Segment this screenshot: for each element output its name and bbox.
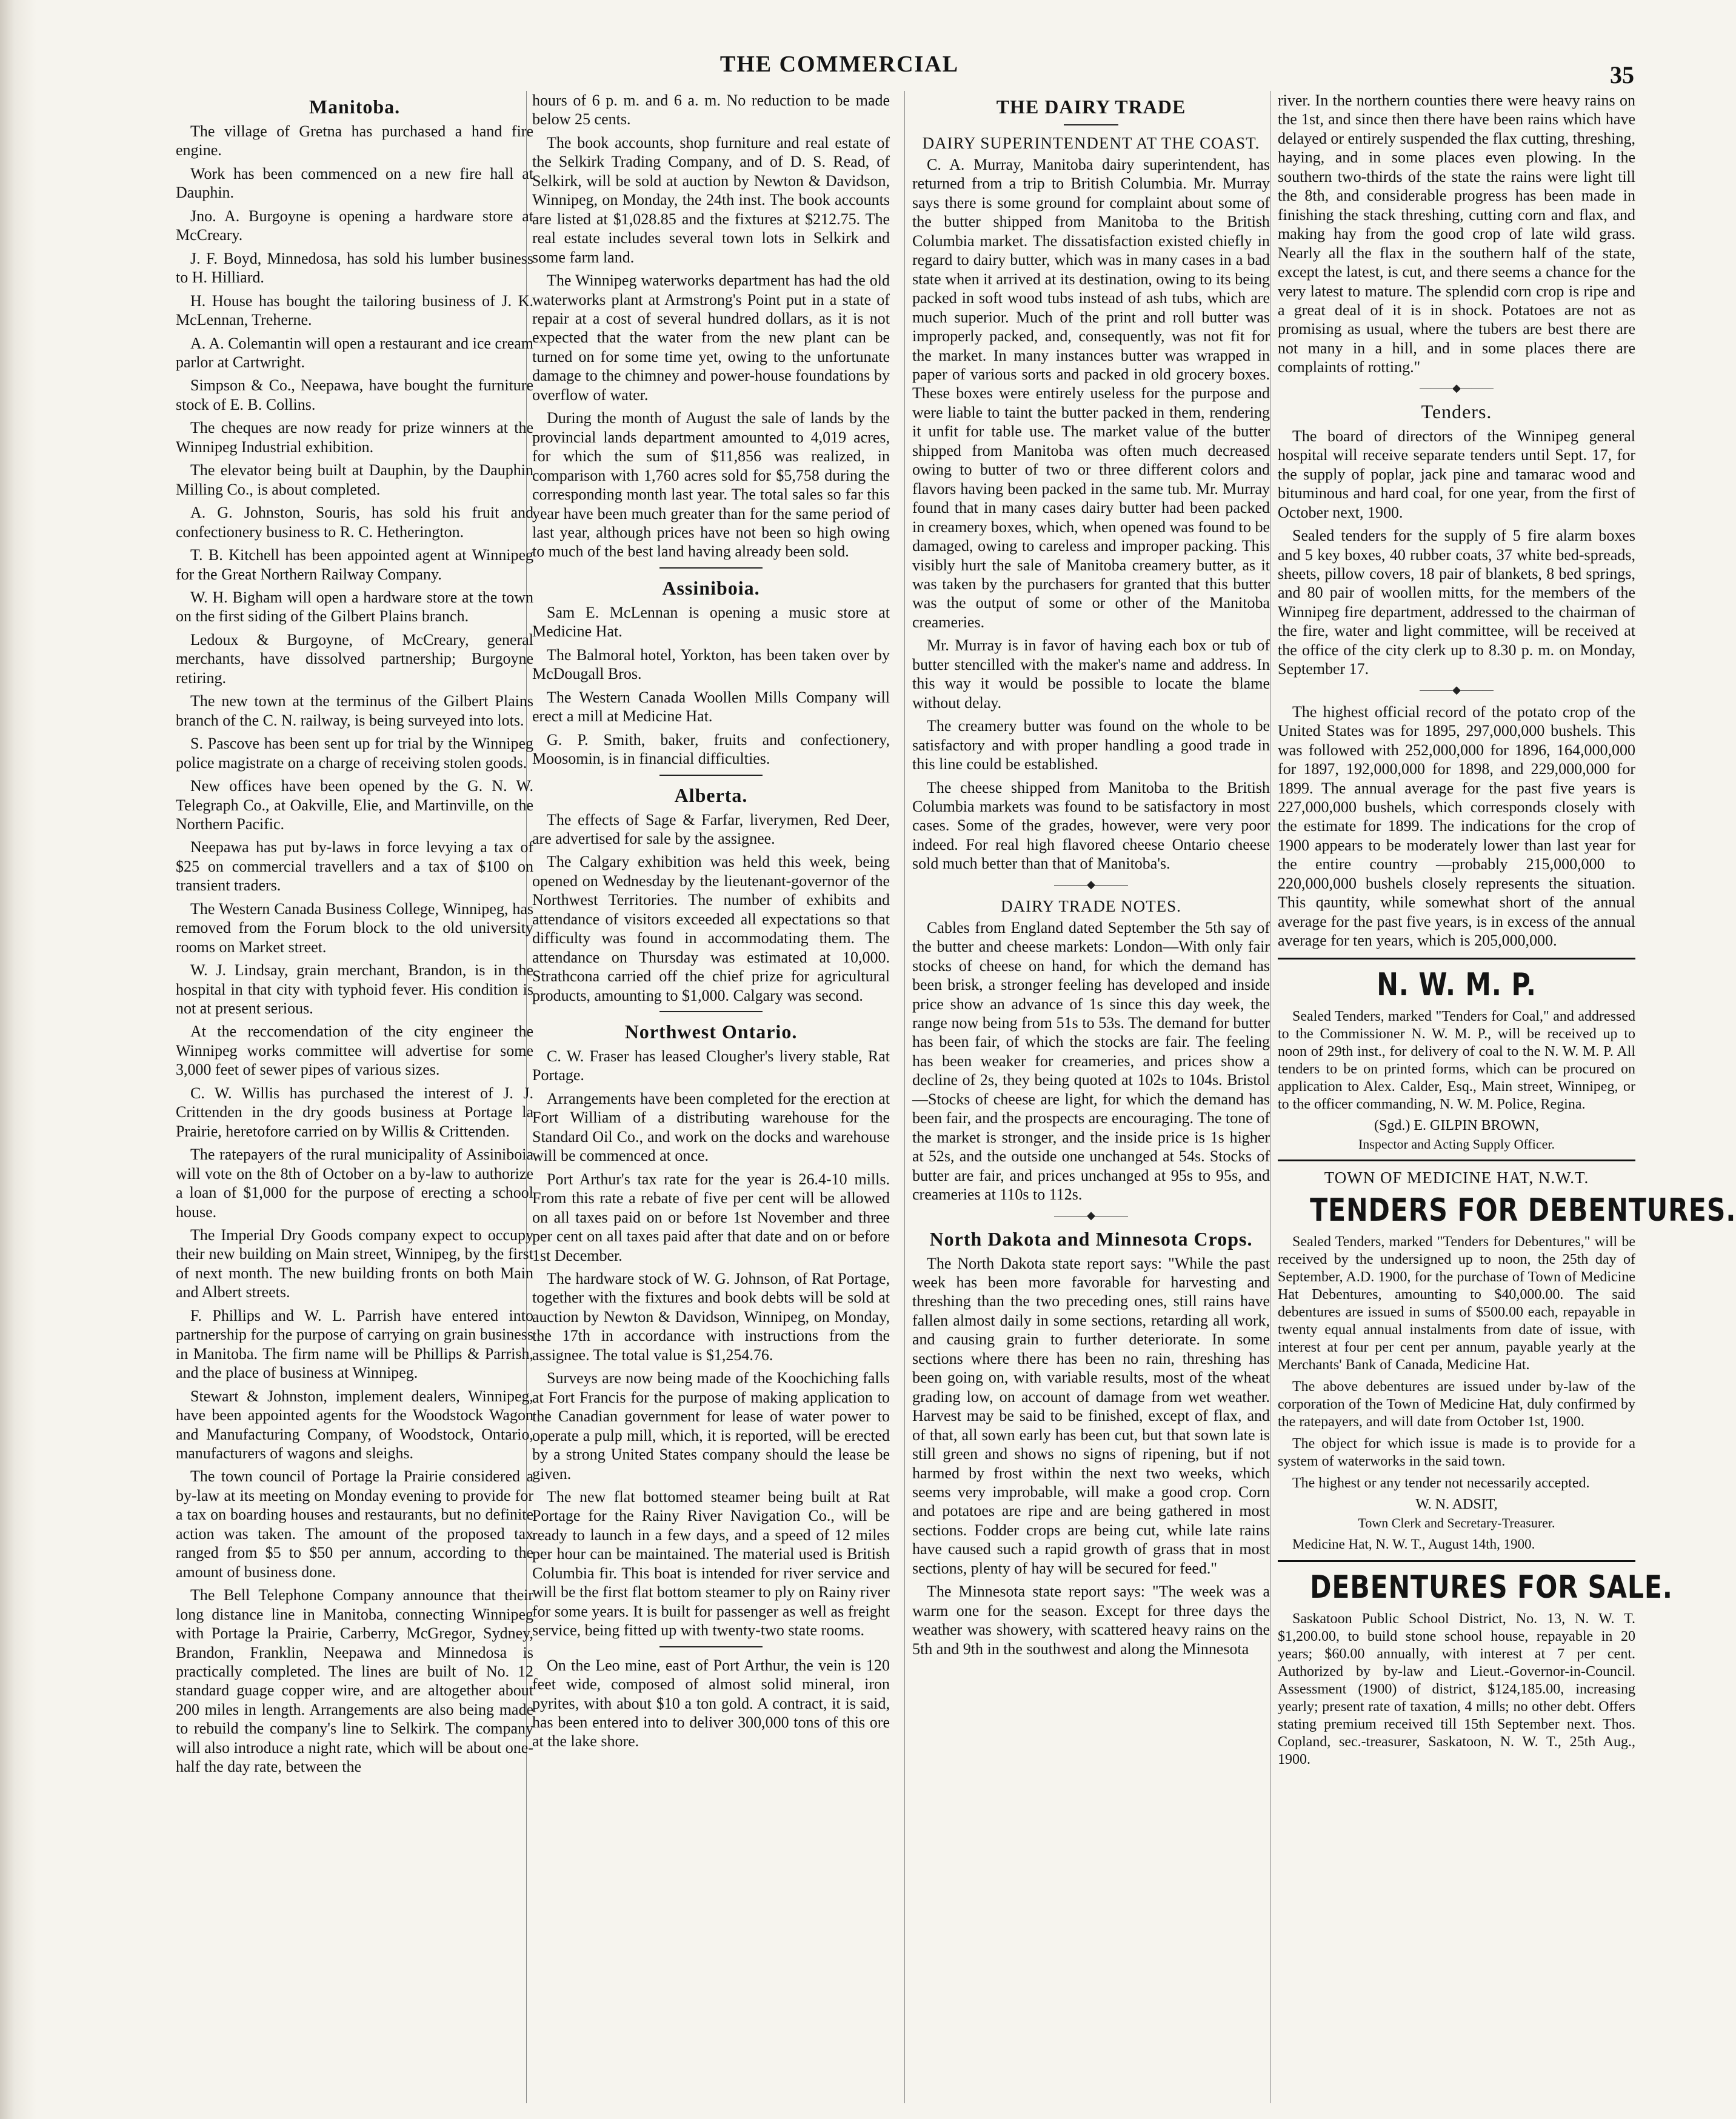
ad-border — [1278, 1560, 1635, 1562]
section-divider — [659, 1011, 763, 1012]
manitoba-items — [176, 122, 533, 1777]
ad-signature-title: Inspector and Acting Supply Officer. — [1358, 1136, 1555, 1152]
section-heading-assiniboia: Assiniboia. — [662, 576, 760, 599]
ornament-divider: ———◆——— — [1054, 1209, 1128, 1221]
column-3 — [912, 91, 1270, 2103]
ad-text: Saskatoon Public School District, No. 13, N. W. T. $1,200.00, to build stone school house, repayable in 20 years; $60.00 annually, with interest at 7 per cent. Authorized by by-law and Lieut.-Governor-in-Council. Assessment (1900) of district, $124,185.00, increasing yearly; present rate of taxation, 4 mills; no other debt. Offers stating premium received till 15th September next. Thos. Copland, sec.-treasurer, Saskatoon, N. W. T., 25th Aug., 1900. — [1278, 1611, 1635, 1768]
news-item: The Imperial Dry Goods company expect to occupy their new building on Main street, Winnipeg, by the first of next month. The new building fronts on both Main and Albert streets. — [176, 1226, 533, 1301]
ad-heading-tenders-debentures: TENDERS FOR DEBENTURES. — [1310, 1192, 1736, 1229]
news-item: F. Phillips and W. L. Parrish have entered into partnership for the purpose of carrying on grain business in Manitoba. The firm name will be Phillips & Parrish, and the place of business at Winnipeg. — [176, 1306, 533, 1382]
news-item: The creamery butter was found on the whole to be satisfactory and with proper handling a good trade in this line could be established. — [912, 717, 1270, 773]
news-item: At the reccomendation of the city engineer the Winnipeg works committee will advertise for some 3,000 feet of sewer pipes of various sizes. — [176, 1023, 533, 1079]
ad-signature-title: Town Clerk and Secretary-Treasurer. — [1358, 1515, 1555, 1531]
news-item: C. W. Fraser has leased Clougher's livery stable, Rat Portage. — [532, 1047, 890, 1084]
news-item: The Minnesota state report says: "The week was a warm one for the season. Except for three days the weather was showery, with scattered heavy rains on the 5th and 9th in the southwest and along the Minnesota — [912, 1583, 1270, 1658]
news-item: Port Arthur's tax rate for the year is 26.4-10 mills. From this rate a rebate of five per cent will be allowed on all taxes paid on or before 1st November and three per cent on all taxes paid after that date and on or before 1st December. — [532, 1170, 890, 1264]
news-item: J. F. Boyd, Minnedosa, has sold his lumber business to H. Hilliard. — [176, 249, 533, 287]
news-item: river. In the northern counties there were heavy rains on the 1st, and since then there have been rains which have delayed or entirely suspended the flax cutting, threshing, haying, and in some places even plowing. In the southern two-thirds of the state the rains were light till the 8th, and considerable progress has been made in finishing the stack threshing, cutting corn and flax, and making hay from the good crop of late wild grass. Nearly all the flax in the southern half of the state, except the latest, is cut, and there seems a chance for the very latest to mature. The splendid corn crop is ripe and a great deal of it is in shock. Potatoes are not as promising as usual, where the tubers are best there are not many in a hill, and in some places there are complaints of rotting." — [1278, 92, 1635, 376]
news-item: A. G. Johnston, Souris, has sold his fruit and confectionery business to R. C. Hetherington. — [176, 504, 533, 541]
news-item: The Balmoral hotel, Yorkton, has been taken over by McDougall Bros. — [532, 646, 890, 683]
section-heading-dairy-trade: THE DAIRY TRADE — [996, 96, 1186, 118]
section-divider — [659, 775, 763, 776]
news-item: Mr. Murray is in favor of having each box or tub of butter stencilled with the maker's name and address. In this way it would be possible to locate the blame without delay. — [912, 636, 1270, 712]
section-heading-manitoba: Manitoba. — [309, 96, 401, 118]
news-item: W. H. Bigham will open a hardware store at the town on the first siding of the Gilbert Plains branch. — [176, 588, 533, 626]
news-item: The effects of Sage & Farfar, liverymen, Red Deer, are advertised for sale by the assignee. — [532, 810, 890, 847]
news-item: T. B. Kitchell has been appointed agent at Winnipeg for the Great Northern Railway Company. — [176, 546, 533, 583]
ad-text: The highest or any tender not necessarily accepted. — [1292, 1475, 1590, 1492]
column-4 — [1278, 91, 1736, 2103]
section-divider — [659, 567, 763, 569]
news-item: The village of Gretna has purchased a hand fire engine. — [176, 122, 533, 159]
section-heading-tenders: Tenders. — [1421, 400, 1492, 422]
section-divider — [1064, 124, 1118, 125]
news-item: The Winnipeg waterworks department has had the old waterworks plant at Armstrong's Point put in a state of repair at a cost of several hundred dollars, as it is not expected that the water from the new plant can be turned on for some time yet, owing to the unfortunate damage to the chimney and power-house foundations by overflow of water. — [532, 272, 890, 404]
ad-town-line: TOWN OF MEDICINE HAT, N.W.T. — [1324, 1168, 1589, 1187]
news-item: The Western Canada Business College, Winnipeg, has removed from the Forum block to the old university rooms on Market street. — [176, 899, 533, 956]
ad-border — [1278, 958, 1635, 959]
news-item: The ratepayers of the rural municipality of Assiniboia will vote on the 8th of October on a by-law to authorize a loan of $1,000 for the purpose of erecting a school house. — [176, 1146, 533, 1221]
news-item: Sam E. McLennan is opening a music store at Medicine Hat. — [532, 603, 890, 641]
column-rule — [1270, 91, 1271, 2103]
ad-signature: (Sgd.) E. GILPIN BROWN, — [1374, 1117, 1539, 1133]
news-item: The hardware stock of W. G. Johnson, of Rat Portage, together with the fixtures and book debts will be sold at auction by Newton & Davidson, Winnipeg, on Monday, the 17th in accordance with instructions from the assignee. The total value is $1,254.76. — [532, 1270, 890, 1364]
news-item: New offices have been opened by the G. N. W. Telegraph Co., at Oakville, Elie, and Martinville, on the Northern Pacific. — [176, 777, 533, 833]
news-item: The Western Canada Woollen Mills Company will erect a mill at Medicine Hat. — [532, 688, 890, 726]
news-item: The North Dakota state report says: "While the past week has been more favorable for harvesting and threshing than the two preceding ones, still rains have fallen almost daily in some sections, retarding all work, and causing grain to further deteriorate. In some sections where there has been no rain, threshing has been going on, with variable results, most of the wheat grading low, on account of damage from wet weather. Harvest may be said to be finished, except of flax, and of that, all sown early has been cut, but that sown late is still green and shows no signs of ripening, but if not harmed by frost within the next two weeks, which seems very improbable, will make a good crop. Corn and potatoes are ripe and are being gathered in most sections. Fodder crops are being cut, while late rains have caused such a rapid growth of grass that in most sections, plenty of hay will be secured for feed." — [912, 1254, 1270, 1577]
ad-text: Sealed Tenders, marked "Tenders for Debentures," will be received by the undersigned up to noon, the 25th day of September, A.D. 1900, for the purchase of Town of Medicine Hat Debentures, amounting to $40,000.00. The said debentures are issued in sums of $500.00 each, repayable in twenty equal annual instalments from date of issue, with interest at four per cent per annum, payable yearly at the Merchants' Bank of Canada, Medicine Hat. — [1278, 1233, 1635, 1373]
news-item: The Bell Telephone Company announce that their long distance line in Manitoba, connecting Winnipeg with Portage la Prairie, Carberry, McGregor, Sydney, Brandon, Franklin, Neepawa and Minnedosa is practically completed. The lines are built of No. 12 standard guage copper wire, and are altogether about 200 miles in length. Arrangements are also being made to rebuild the company's line to Selkirk. The company will also introduce a night rate, which will be about one-half the day rate, between the — [176, 1586, 533, 1776]
masthead — [0, 0, 1679, 88]
ad-border — [1278, 1160, 1635, 1161]
column-1 — [176, 91, 533, 2103]
news-item: S. Pascove has been sent up for trial by the Winnipeg police magistrate on a charge of receiving stolen goods. — [176, 735, 533, 772]
news-item: Ledoux & Burgoyne, of McCreary, general merchants, have dissolved partnership; Burgoyne retiring. — [176, 630, 533, 687]
news-item: Cables from England dated September the 5th say of the butter and cheese markets: London—With only fair stocks of cheese on hand, for which the demand has been brisk, a stronger feeling has developed and inside price show an advance of 1s since this day week, the range now being from 51s to 53s. The demand for butter has been fair, of which the stocks are fair. The feeling has been weaker for creameries, and prices show a decline of 2s, they being quoted at 102s to 104s. Bristol—Stocks of cheese are light, for which the demand has been fair, and the prospects are encouraging. The tone of the market is stronger, and the inside price is 1s higher at 52s, and the outside one unchanged at 54s. Stocks of butter are fair, and prices unchanged at 95s to 95s, and creameries at 110s to 112s. — [912, 918, 1270, 1204]
news-item: The cheese shipped from Manitoba to the British Columbia markets was found to be satisfactory in most cases. Some of the grades, however, were very poor indeed. For real high flavored cheese Ontario cheese sold much better than that of Manitoba's. — [912, 778, 1270, 873]
news-item: Simpson & Co., Neepawa, have bought the furniture stock of E. B. Collins. — [176, 376, 533, 413]
ad-dateline: Medicine Hat, N. W. T., August 14th, 1900. — [1292, 1537, 1535, 1552]
dairy-subheading: DAIRY SUPERINTENDENT AT THE COAST. — [922, 134, 1260, 152]
section-heading-alberta: Alberta. — [674, 784, 748, 806]
masthead-title: THE COMMERCIAL — [719, 52, 960, 77]
section-divider — [659, 1646, 763, 1647]
page-edge-shadow — [0, 0, 36, 2119]
news-item: C. A. Murray, Manitoba dairy superintendent, has returned from a trip to British Columbia. Mr. Murray says there is some ground for complaint about some of the butter shipped from Manitoba to the British Columbia market. The dissatisfaction existed chiefly in regard to dairy butter, which was in many cases in a bad state when it arrived at its destination, owing to its being packed in soft wood tubs instead of ash tubs, which are much superior. Much of the print and roll butter was improperly packed, and, consequently, was not fit for the market. In many instances butter was wrapped in paper of various sorts and packed in old grocery boxes. These boxes were entirely useless for the purpose and were liable to taint the butter packed in them, rendering it unfit for table use. The market value of the butter shipped from Manitoba was often much decreased owing to butter of two or three different colors and flavors having been packed in the same tub. Mr. Murray found that in many cases dairy butter had been packed in creamery boxes, which, when opened was found to be damaged, owing to careless and improper packing. This visibly hurt the sale of Manitoba creamery butter, as it was taken by the purchasers for granted that this butter was the output of some or other of the Manitoba creameries. — [912, 156, 1270, 631]
ad-heading-nwmp: N. W. M. P. — [1377, 966, 1537, 1003]
news-item: W. J. Lindsay, grain merchant, Brandon, is in the hospital in that city with typhoid fever. His condition is not at present serious. — [176, 961, 533, 1018]
page-number: 35 — [1610, 61, 1634, 88]
news-item: The book accounts, shop furniture and real estate of the Selkirk Trading Company, and of D. S. Read, of Selkirk, will be sold at auction by Newton & Davidson, Winnipeg, on Monday, the 24th inst. The book accounts are listed at $1,028.85 and the fixtures at $212.75. The real estate includes several town lots in Selkirk and some farm land. — [532, 133, 890, 266]
ornament-divider: ———◆——— — [1420, 381, 1494, 394]
column-2 — [532, 91, 890, 2103]
news-item: Stewart & Johnston, implement dealers, Winnipeg, have been appointed agents for the Woodstock Wagon and Manufacturing Company, of Woodstock, Ontario, manufacturers of wagons and sleighs. — [176, 1387, 533, 1462]
news-item: C. W. Willis has purchased the interest of J. J. Crittenden in the dry goods business at Portage la Prairie, heretofore carried on by Willis & Crittenden. — [176, 1084, 533, 1140]
news-item: G. P. Smith, baker, fruits and confectionery, Moosomin, is in financial difficulties. — [532, 730, 890, 768]
news-item: H. House has bought the tailoring business of J. K. McLennan, Treherne. — [176, 292, 533, 329]
section-heading-dairy-trade-notes: DAIRY TRADE NOTES. — [1001, 896, 1181, 915]
column-rule — [904, 91, 905, 2103]
news-item: hours of 6 p. m. and 6 a. m. No reduction to be made below 25 cents. — [532, 92, 890, 128]
news-item: On the Leo mine, east of Port Arthur, the vein is 120 feet wide, composed of almost solid mineral, iron pyrites, with about $10 a ton gold. A contract, it is said, has been entered into to deliver 300,000 tons of this ore at the lake shore. — [532, 1656, 890, 1750]
ad-text: Sealed Tenders, marked "Tenders for Coal," and addressed to the Commissioner N. W. M. P., will be received up to noon of 29th inst., for delivery of coal to the N. W. M. P. All tenders to be on printed forms, which can be procured on application to Alex. Calder, Esq., Main street, Winnipeg, or to the officer commanding, N. W. M. Police, Regina. — [1278, 1008, 1635, 1112]
news-item: Neepawa has put by-laws in force levying a tax of $25 on commercial travellers and a tax of $100 on transient traders. — [176, 838, 533, 895]
ad-heading-debentures-sale: DEBENTURES FOR SALE. — [1310, 1569, 1673, 1606]
news-item: The Calgary exhibition was held this week, being opened on Wednesday by the lieutenant-governor of the Northwest Territories. The number of exhibits and attendance of visitors exceeded all expectations so that difficulty was found in accommodating them. The attendance on Thursday was estimated at 10,000. Strathcona carried off the chief prize for agricultural products, amounting to $1,000. Calgary was second. — [532, 853, 890, 1004]
news-item: The new flat bottomed steamer being built at Rat Portage for the Rainy River Navigation Co., will be ready to launch in a few days, and a speed of 12 miles per hour can be maintained. The material used is British Columbia fir. This boat is intended for river service and will be the first flat bottom steamer to ply on Rainy river for some years. It is built for passenger as well as freight service, being fitted up with twenty-two state rooms. — [532, 1488, 890, 1640]
ad-text: The object for which issue is made is to provide for a system of waterworks in the said town. — [1278, 1436, 1635, 1470]
news-item: The board of directors of the Winnipeg general hospital will receive separate tenders until Sept. 17, for the supply of poplar, jack pine and tamarac wood and bituminous and hard coal, for one year, from the first of October next, 1900. — [1278, 427, 1635, 521]
news-item: The elevator being built at Dauphin, by the Dauphin Milling Co., is about completed. — [176, 461, 533, 498]
news-item: The highest official record of the potato crop of the United States was for 1895, 297,000,000 bushels. This was followed with 252,000,000 for 1896, 164,000,000 for 1897, 192,000,000 for 1898, and 229,000,000 for 1899. The annual average for the past five years is 227,000,000 bushels, which corresponds closely with the estimate for 1899. The indications for the crop of 1900 appears to be moderately lower than last year for the entire country —probably 215,000,000 to 220,000,000 bushels closely represents the situation. This qauntity, while somewhat short of the annual average for the past five years, is in excess of the annual average for ten years, which is 205,000,000. — [1278, 702, 1635, 950]
ornament-divider: ———◆——— — [1054, 878, 1128, 890]
news-item: Sealed tenders for the supply of 5 fire alarm boxes and 5 key boxes, 40 rubber coats, 37 white bed-spreads, sheets, pillow covers, 18 pair of blankets, 8 bed springs, and 80 pair of woollen mitts, for the members of the Winnipeg fire department, addressed to the chairman of the fire, water and light committee, will be received at the office of the city clerk up to 8.30 p. m. on Monday, September 17. — [1278, 527, 1635, 678]
news-item: The cheques are now ready for prize winners at the Winnipeg Industrial exhibition. — [176, 419, 533, 456]
news-item: Work has been commenced on a new fire hall at Dauphin. — [176, 164, 533, 202]
news-item: Surveys are now being made of the Koochiching falls at Fort Francis for the purpose of making application to the Canadian government for lease of water power to operate a pulp mill, which, it is reported, will be erected by a strong United States company should the lease be given. — [532, 1369, 890, 1483]
news-item: Jno. A. Burgoyne is opening a hardware store at McCreary. — [176, 207, 533, 244]
ad-text: The above debentures are issued under by-law of the corporation of the Town of Medicine Hat, duly confirmed by the ratepayers, and will date from October 1st, 1900. — [1278, 1379, 1635, 1430]
section-heading-northwest-ontario: Northwest Ontario. — [624, 1021, 798, 1043]
news-item: Arrangements have been completed for the erection at Fort William of a distributing warehouse for the Standard Oil Co., and work on the docks and warehouse will be commenced at once. — [532, 1089, 890, 1165]
news-item: The town council of Portage la Prairie considered a by-law at its meeting on Monday evening to provide for a tax on boarding houses and restaurants, but no definite action was taken. The amount of the proposed tax ranged from $5 to $50 per annum, according to the amount of business done. — [176, 1467, 533, 1581]
news-item: A. A. Colemantin will open a restaurant and ice cream parlor at Cartwright. — [176, 334, 533, 371]
news-item: During the month of August the sale of lands by the provincial lands department amounted to 4,019 acres, for which the sum of $11,856 was realized, in comparison with 1,760 acres sold for $5,758 during the corresponding month last year. The total sales so far this year have been much greater than for the same period of last year, although prices have not been so high owing to much of the best land having already been sold. — [532, 409, 890, 561]
news-item: The new town at the terminus of the Gilbert Plains branch of the C. N. railway, is being surveyed into lots. — [176, 692, 533, 729]
ad-signature: W. N. ADSIT, — [1415, 1497, 1498, 1513]
ornament-divider: ———◆——— — [1420, 683, 1494, 696]
section-heading-crops: North Dakota and Minnesota Crops. — [929, 1227, 1253, 1250]
